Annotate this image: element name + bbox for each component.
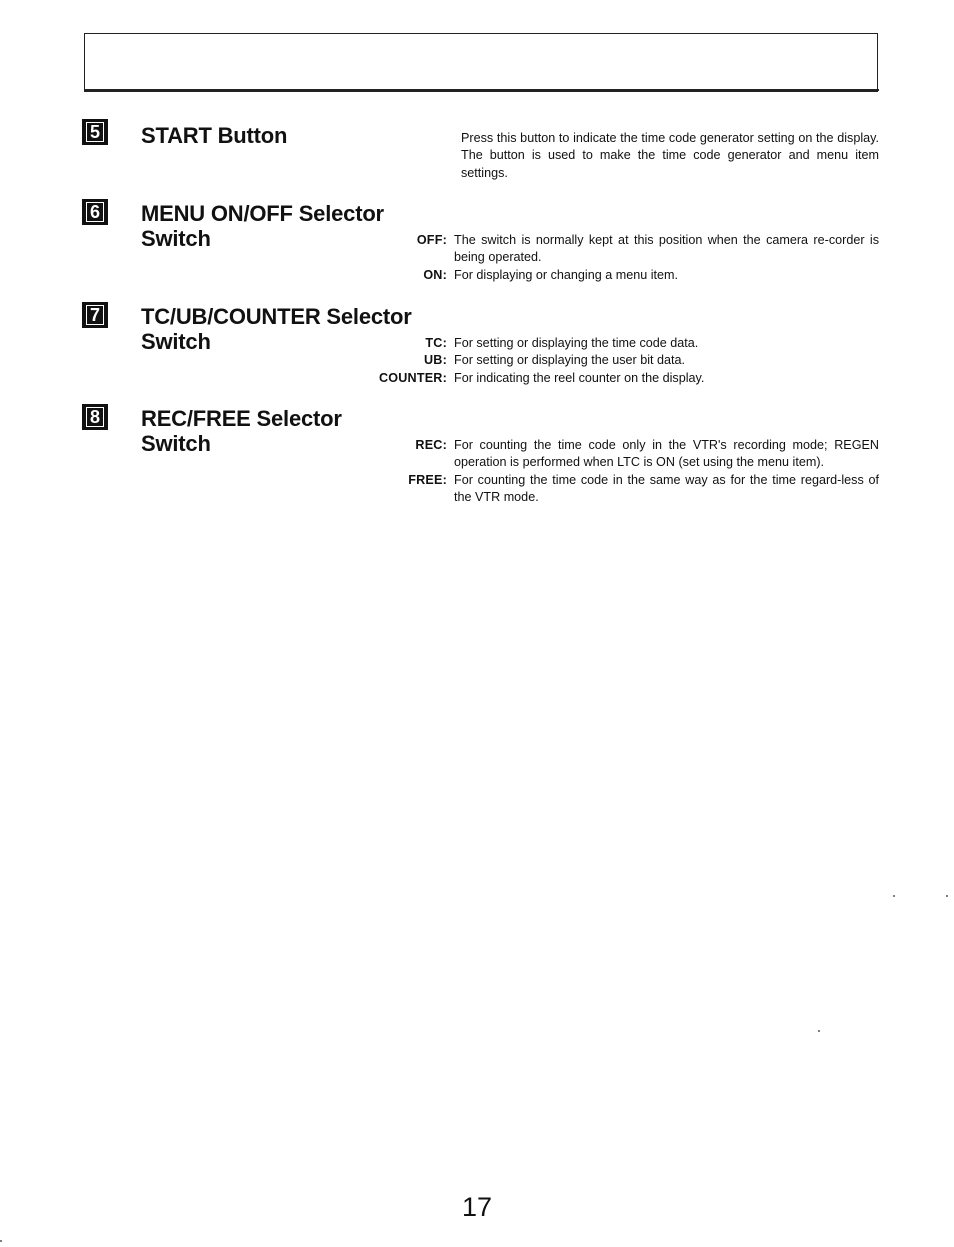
section-7-heading-line-1: TC/UB/COUNTER Selector	[141, 304, 412, 329]
definition-term: COUNTER:	[378, 370, 447, 385]
section-5-heading-line-1: START Button	[141, 123, 288, 148]
section-8-heading	[141, 406, 342, 456]
scan-speck	[946, 895, 948, 897]
section-8-heading-line-1: REC/FREE Selector	[141, 406, 342, 431]
section-6-heading-line-1: MENU ON/OFF Selector	[141, 201, 384, 226]
definition-text: The switch is normally kept at this position when the camera re-corder is being operated.	[454, 233, 879, 265]
section-6-number-badge: 6	[82, 199, 108, 225]
section-8-heading-line-2: Switch	[141, 431, 211, 456]
definition-row	[330, 232, 879, 267]
definition-term: OFF:	[416, 233, 447, 247]
section-7-definitions	[330, 335, 879, 387]
header-box	[84, 33, 878, 92]
definition-term: FREE:	[408, 472, 447, 487]
definition-row	[330, 352, 879, 369]
section-5-number-badge: 5	[82, 119, 108, 145]
header-rule	[84, 89, 879, 91]
definition-row	[330, 335, 879, 352]
definition-row	[330, 472, 879, 507]
section-5-heading	[141, 123, 287, 148]
definition-text: For setting or displaying the time code data.	[454, 336, 699, 350]
scan-speck	[0, 1240, 2, 1242]
section-5-description: Press this button to indicate the time code generator setting on the display. The button is used to make the time code generator and menu item settings.	[461, 131, 879, 180]
scan-speck	[893, 895, 895, 897]
section-7-number-badge: 7	[82, 302, 108, 328]
definition-row	[330, 437, 879, 472]
definition-row	[330, 370, 879, 387]
section-7-heading-line-2: Switch	[141, 329, 211, 354]
definition-term: ON:	[423, 267, 447, 282]
definition-text: For counting the time code only in the VTR's recording mode; REGEN operation is performed when LTC is ON (set using the menu item).	[454, 438, 879, 470]
section-6-definitions	[330, 232, 879, 284]
definition-row	[330, 267, 879, 284]
definition-text: For counting the time code in the same way as for the time regard-less of the VTR mode.	[454, 472, 879, 505]
scan-speck	[818, 1030, 820, 1032]
definition-text: For indicating the reel counter on the display.	[454, 370, 705, 385]
section-6-heading-line-2: Switch	[141, 226, 211, 251]
definition-term: REC:	[415, 438, 447, 452]
definition-text: For displaying or changing a menu item.	[454, 267, 679, 282]
section-8-definitions	[330, 437, 879, 507]
definition-term: TC:	[425, 336, 447, 350]
section-8-number-badge: 8	[82, 404, 108, 430]
definition-text: For setting or displaying the user bit data.	[454, 353, 686, 368]
definition-term: UB:	[424, 353, 447, 368]
page-number: 17	[461, 1192, 493, 1222]
